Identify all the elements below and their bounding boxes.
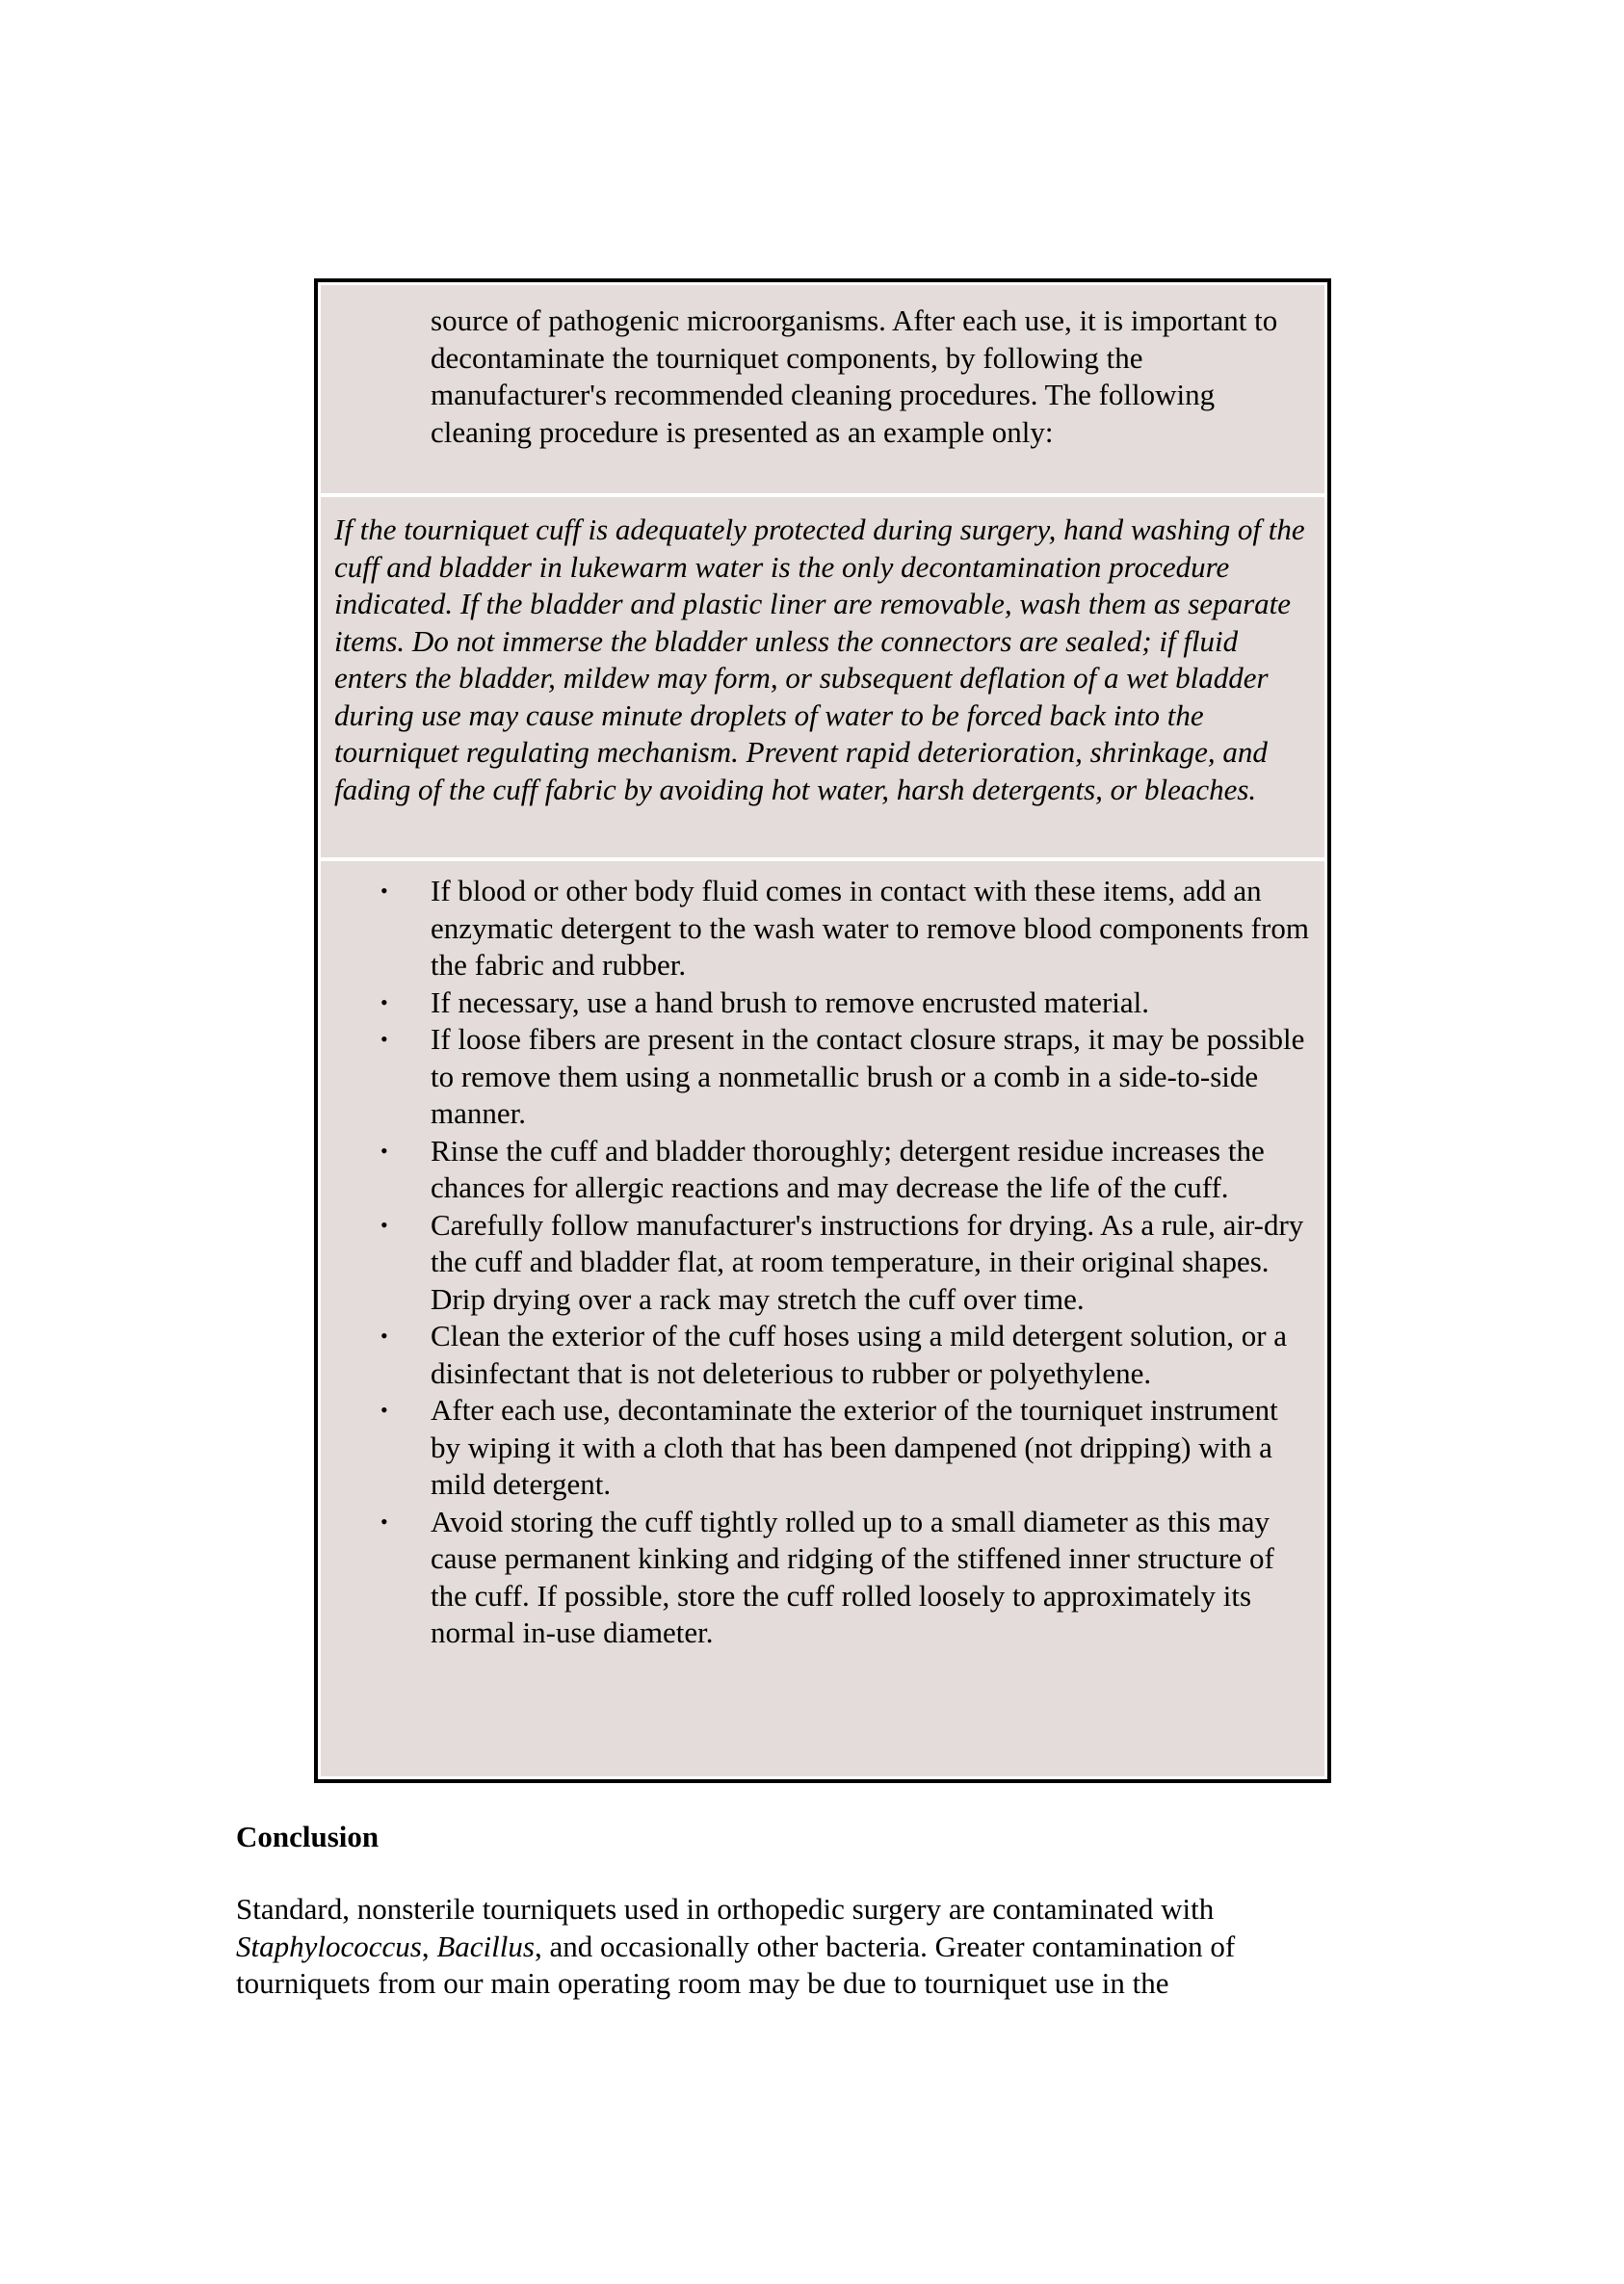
list-item [321, 1021, 1323, 1133]
bullet-icon: • [380, 1027, 388, 1051]
list-item-text: Avoid storing the cuff tightly rolled up to a small diameter as this may cause permanent kinking and ridging of the stiffened inner structure of the cuff. If possible, store the cuff rolled loosely to approximately its normal in-use diameter. [431, 1504, 1274, 1649]
conclusion-heading: Conclusion [236, 1820, 380, 1853]
box-italic-cell [321, 497, 1324, 857]
list-item [321, 1392, 1323, 1504]
list-item-text: If blood or other body fluid comes in contact with these items, add an enzymatic detergent to the wash water to remove blood components from the fabric and rubber. [431, 874, 1309, 982]
cleaning-procedure-box [314, 278, 1331, 1783]
italic-term-bacillus: Bacillus [436, 1929, 535, 1963]
bullet-icon: • [380, 1509, 388, 1534]
list-item-text: If necessary, use a hand brush to remove encrusted material. [431, 984, 1149, 1019]
intro-paragraph: source of pathogenic microorganisms. After each use, it is important to decontaminate the tourniquet components, by following the manufacturer's recommended cleaning procedures. The following cleaning procedure is presented as an example only: [431, 303, 1278, 449]
italic-term-staphylococcus: Staphylococcus [236, 1929, 422, 1963]
conclusion-paragraph [236, 1891, 1344, 2003]
bullet-icon: • [380, 879, 388, 903]
list-item [321, 1133, 1323, 1207]
bullet-icon: • [380, 1324, 388, 1348]
bullet-icon: • [380, 1212, 388, 1237]
list-item-text: After each use, decontaminate the exterior of the tourniquet instrument by wiping it with a cloth that has been dampened (not dripping) with a mild detergent. [431, 1393, 1278, 1501]
list-item [321, 984, 1323, 1022]
list-item-text: Clean the exterior of the cuff hoses using a mild detergent solution, or a disinfectant that is not deleterious to rubber or polyethylene. [431, 1319, 1288, 1390]
box-bullet-cell [321, 861, 1324, 1776]
conclusion-text-part2: , and occasionally other bacteria. Greater contamination of tourniquets from our main operating room may be due to tourniquet use in the [236, 1929, 1236, 2000]
list-item [321, 873, 1323, 984]
list-item [321, 1504, 1323, 1652]
bullet-icon: • [380, 989, 388, 1014]
bullet-icon: • [380, 1138, 388, 1163]
conclusion-text-part1: Standard, nonsterile tourniquets used in orthopedic surgery are contaminated with [236, 1892, 1215, 1926]
box-intro-cell [321, 285, 1324, 493]
list-item-text: If loose fibers are present in the contact closure straps, it may be possible to remove them using a nonmetallic brush or a comb in a side-to-side manner. [431, 1022, 1305, 1130]
separator: , [421, 1929, 437, 1963]
list-item [321, 1318, 1323, 1392]
italic-procedure-paragraph: If the tourniquet cuff is adequately protected during surgery, hand washing of the cuff and bladder in lukewarm water is the only decontamination procedure indicated. If the bladder and plastic liner are removable, wash them as separate items. Do not immerse the bladder unless the connectors are sealed; if fluid enters the bladder, mildew may form, or subsequent deflation of a wet bladder during use may cause minute droplets of water to be forced back into the tourniquet regulating mechanism. Prevent rapid deterioration, shrinkage, and fading of the cuff fabric by avoiding hot water, harsh detergents, or bleaches. [334, 512, 1305, 806]
list-item-text: Rinse the cuff and bladder thoroughly; detergent residue increases the chances for allergic reactions and may decrease the life of the cuff. [431, 1133, 1265, 1204]
bullet-icon: • [380, 1398, 388, 1422]
cleaning-steps-list [321, 873, 1323, 1652]
list-item-text: Carefully follow manufacturer's instructions for drying. As a rule, air-dry the cuff and bladder flat, at room temperature, in their original shapes. Drip drying over a rack may stretch the cuff over time. [431, 1207, 1304, 1316]
list-item [321, 1207, 1323, 1319]
